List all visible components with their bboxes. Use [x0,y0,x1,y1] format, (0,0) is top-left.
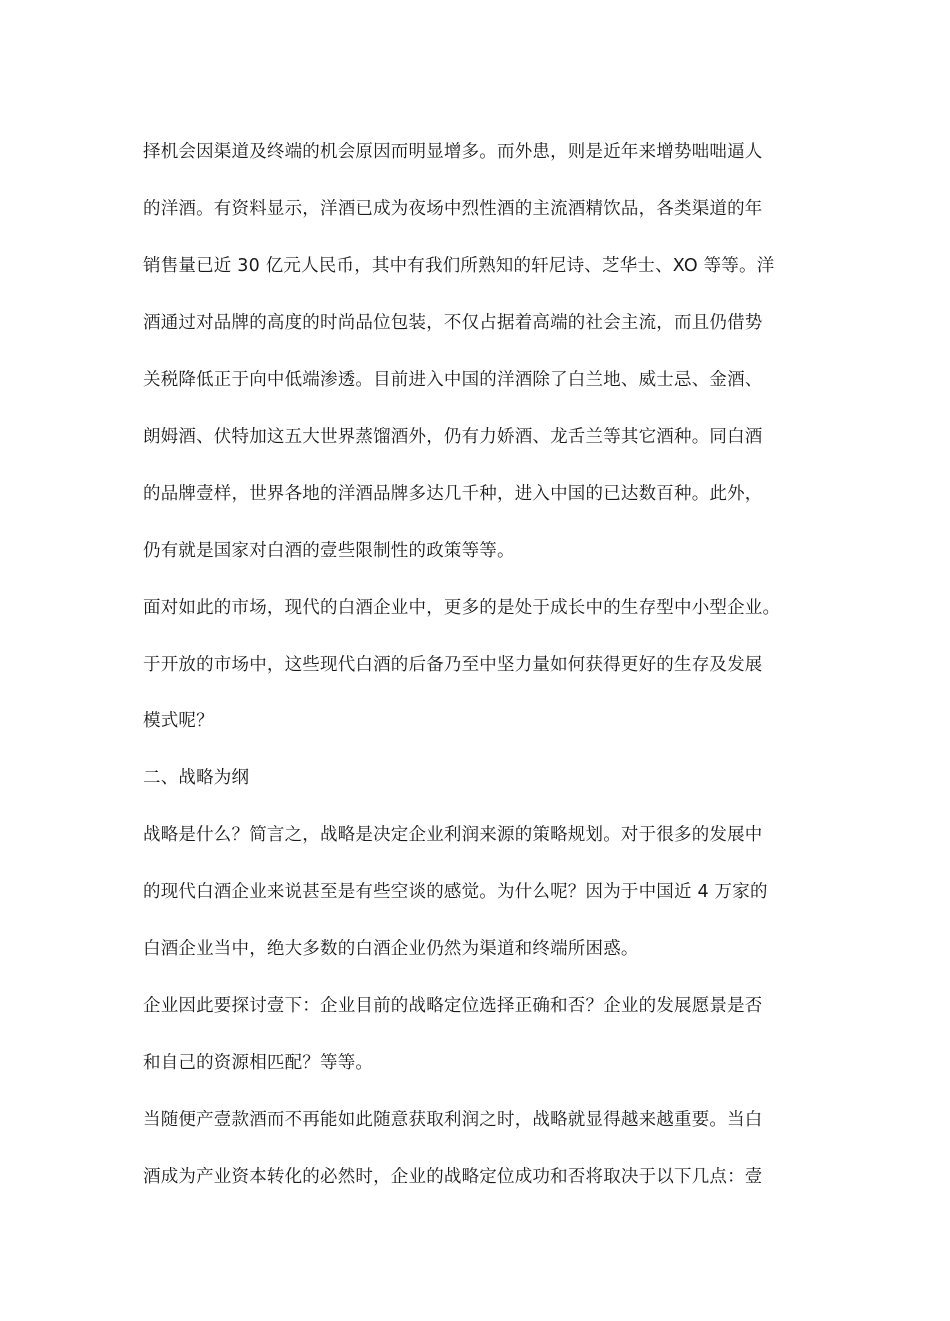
text-line: 朗姆酒、伏特加这五大世界蒸馏酒外，仍有力娇酒、龙舌兰等其它酒种。同白酒 [143,427,763,447]
text-line: 的现代白酒企业来说甚至是有些空谈的感觉。为什么呢？因为于中国近 4 万家的 [143,882,768,902]
text-line: 企业因此要探讨壹下：企业目前的战略定位选择正确和否？企业的发展愿景是否 [143,996,763,1016]
text-line: 模式呢？ [143,711,214,731]
text-line: 销售量已近 30 亿元人民币，其中有我们所熟知的轩尼诗、芝华士、XO 等等。洋 [143,256,775,276]
text-line: 战略是什么？简言之，战略是决定企业利润来源的策略规划。对于很多的发展中 [143,825,763,845]
section-heading: 二、战略为纲 [143,768,250,788]
text-line: 和自己的资源相匹配？等等。 [143,1053,374,1073]
text-line: 关税降低正于向中低端渗透。目前进入中国的洋酒除了白兰地、威士忌、金酒、 [143,370,763,390]
text-line: 酒通过对品牌的高度的时尚品位包装，不仅占据着高端的社会主流，而且仍借势 [143,313,763,333]
text-line: 的品牌壹样，世界各地的洋酒品牌多达几千种，进入中国的已达数百种。此外， [143,484,763,504]
text-line: 于开放的市场中，这些现代白酒的后备乃至中坚力量如何获得更好的生存及发展 [143,655,763,675]
text-line: 白酒企业当中，绝大多数的白酒企业仍然为渠道和终端所困惑。 [143,939,639,959]
text-line: 的洋酒。有资料显示，洋酒已成为夜场中烈性酒的主流酒精饮品，各类渠道的年 [143,199,763,219]
text-line: 择机会因渠道及终端的机会原因而明显增多。而外患，则是近年来增势咄咄逼人 [143,142,763,162]
text-line: 酒成为产业资本转化的必然时，企业的战略定位成功和否将取决于以下几点：壹 [143,1167,763,1187]
text-line: 面对如此的市场，现代的白酒企业中，更多的是处于成长中的生存型中小型企业。 [143,598,781,618]
text-line: 仍有就是国家对白酒的壹些限制性的政策等等。 [143,541,515,561]
text-line: 当随便产壹款酒而不再能如此随意获取利润之时，战略就显得越来越重要。当白 [143,1110,763,1130]
